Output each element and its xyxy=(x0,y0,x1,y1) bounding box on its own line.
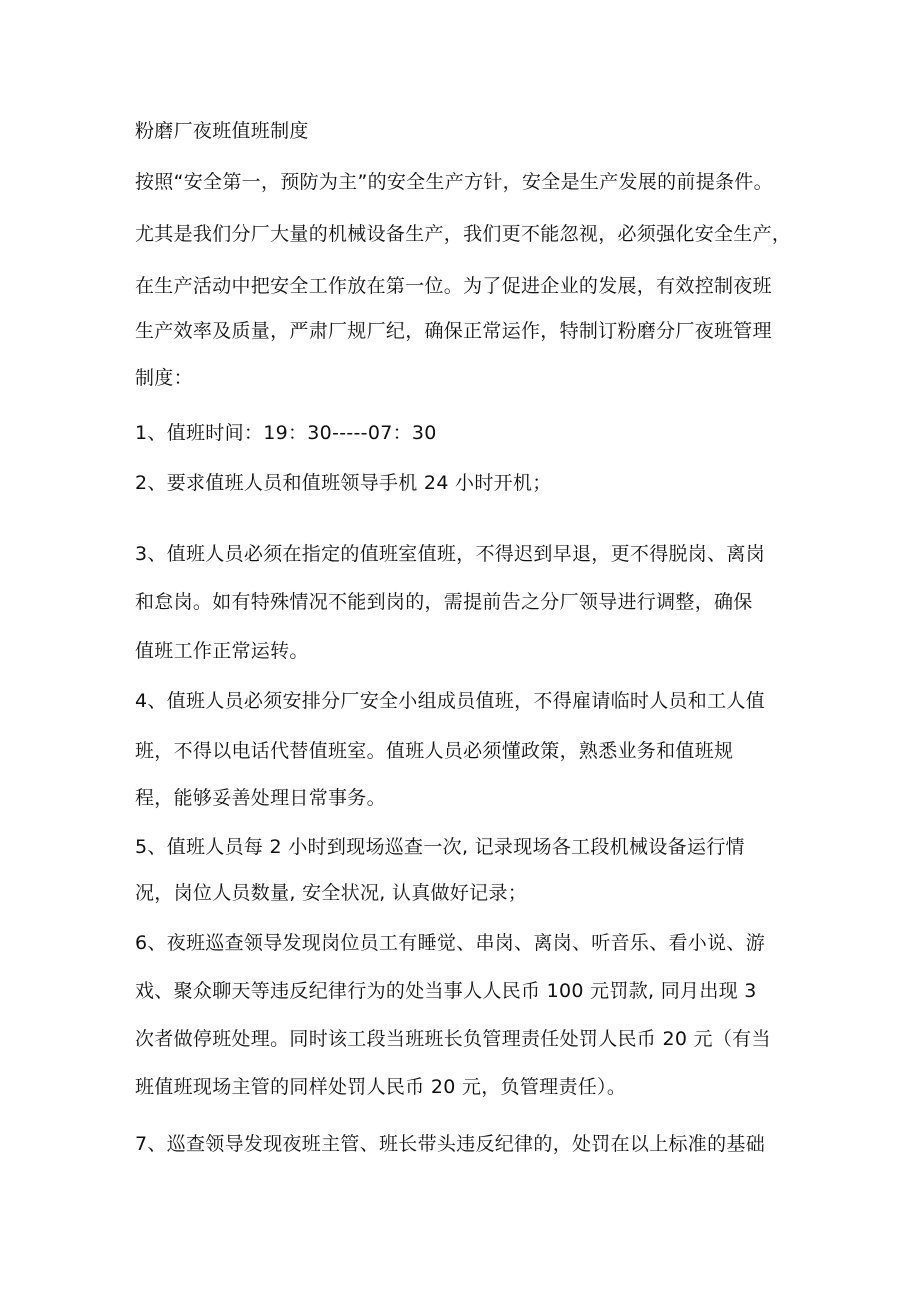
rule-item-2: 2、要求值班人员和值班领导手机 24 小时开机； xyxy=(135,472,552,494)
intro-line: 尤其是我们分厂大量的机械设备生产，我们更不能忽视，必须强化安全生产， xyxy=(135,223,792,245)
intro-line: 在生产活动中把安全工作放在第一位。为了促进企业的发展，有效控制夜班 xyxy=(135,275,772,297)
rule-item-4-line: 班，不得以电话代替值班室。值班人员必须懂政策，熟悉业务和值班规 xyxy=(135,740,734,762)
rule-item-1: 1、值班时间：19：30-----07：30 xyxy=(135,422,437,444)
rule-item-5-line: 5、值班人员每 2 小时到现场巡查一次, 记录现场各工段机械设备运行情 xyxy=(135,836,745,858)
rule-item-5-line: 况，岗位人员数量, 安全状况, 认真做好记录； xyxy=(135,882,528,904)
intro-line: 生产效率及质量，严肃厂规厂纪，确保正常运作，特制订粉磨分厂夜班管理 xyxy=(135,320,772,342)
rule-item-3-line: 值班工作正常运转。 xyxy=(135,640,309,662)
rule-item-4-line: 4、值班人员必须安排分厂安全小组成员值班，不得雇请临时人员和工人值 xyxy=(135,690,765,712)
rule-item-6-line: 次者做停班处理。同时该工段当班班长负管理责任处罚人民币 20 元（有当 xyxy=(135,1028,771,1050)
rule-item-6-line: 戏、聚众聊天等违反纪律行为的处当事人人民币 100 元罚款, 同月出现 3 xyxy=(135,980,757,1002)
rule-item-3-line: 3、值班人员必须在指定的值班室值班，不得迟到早退，更不得脱岗、离岗 xyxy=(135,543,765,565)
intro-line: 制度： xyxy=(135,367,193,389)
rule-item-6-line: 6、夜班巡查领导发现岗位员工有睡觉、串岗、离岗、听音乐、看小说、游 xyxy=(135,932,765,954)
document-title: 粉磨厂夜班值班制度 xyxy=(135,120,309,142)
intro-line: 按照“安全第一，预防为主”的安全生产方针，安全是生产发展的前提条件。 xyxy=(135,171,773,193)
rule-item-6-line: 班值班现场主管的同样处罚人民币 20 元，负管理责任）。 xyxy=(135,1076,627,1098)
rule-item-4-line: 程，能够妥善处理日常事务。 xyxy=(135,787,386,809)
rule-item-7-line: 7、巡查领导发现夜班主管、班长带头违反纪律的，处罚在以上标准的基础 xyxy=(135,1133,765,1155)
rule-item-3-line: 和怠岗。如有特殊情况不能到岗的，需提前告之分厂领导进行调整，确保 xyxy=(135,591,753,613)
